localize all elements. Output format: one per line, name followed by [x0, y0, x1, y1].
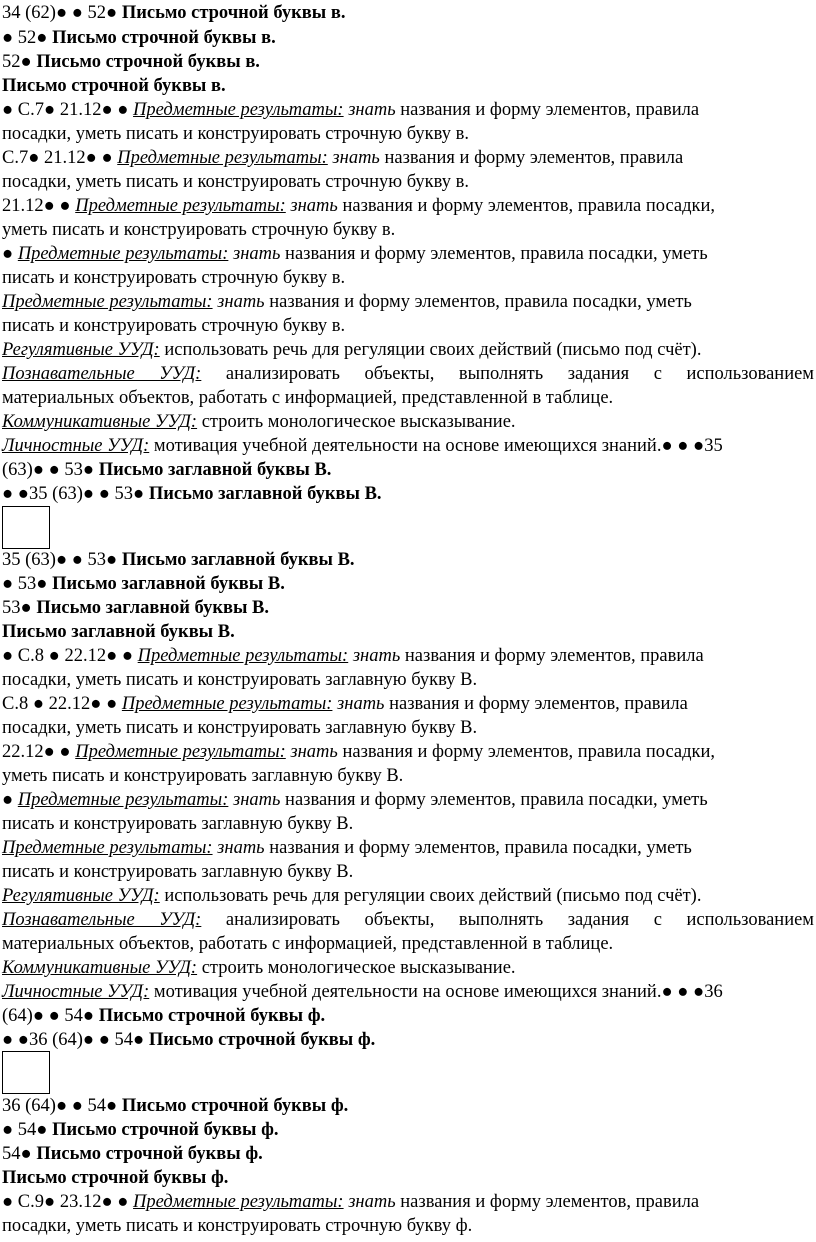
lesson-title: Письмо строчной буквы в. — [52, 28, 276, 48]
line-text: писать и конструировать заглавную букву В. — [2, 862, 354, 882]
text-line — [2, 362, 814, 386]
line-text: посадки, уметь писать и конструировать строчную букву в. — [2, 124, 469, 144]
text-line — [2, 692, 814, 716]
emphasis: знать — [212, 292, 265, 312]
text-line — [2, 170, 814, 194]
text-line — [2, 122, 814, 146]
line-text: мотивация учебной деятельности на основе имеющихся знаний.● ● ●36 — [149, 982, 723, 1002]
text-line — [2, 434, 814, 458]
line-prefix: 35 (63)● ● 53● — [2, 550, 122, 570]
lesson-title: Письмо заглавной буквы В. — [36, 598, 270, 618]
emphasis: знать — [343, 100, 396, 120]
line-text: названия и форму элементов, правила посадки, уметь — [280, 790, 708, 810]
line-prefix: 54● — [2, 1144, 37, 1164]
line-text: писать и конструировать заглавную букву В. — [2, 814, 354, 834]
section-label: Предметные результаты: — [121, 694, 333, 714]
section-label: Регулятивные УУД: — [2, 340, 160, 360]
text-line — [2, 884, 814, 908]
line-text: уметь писать и конструировать заглавную букву В. — [2, 766, 404, 786]
emphasis: знать — [332, 694, 385, 714]
line-prefix: ● 52● — [2, 28, 53, 48]
section-label: Коммуникативные УУД: — [2, 958, 198, 978]
section-label: Коммуникативные УУД: — [2, 412, 198, 432]
text-line — [2, 458, 814, 482]
text-line — [2, 50, 814, 74]
line-text: использовать речь для регуляции своих действий (письмо под счёт). — [159, 340, 702, 360]
text-line — [2, 218, 814, 242]
text-line — [2, 1094, 814, 1118]
text-line — [2, 1028, 814, 1052]
line-text: материальных объектов, работать с информацией, представленной в таблице. — [2, 388, 614, 408]
line-text: строить монологическое высказывание. — [197, 412, 516, 432]
lesson-title: Письмо заглавной буквы В. — [148, 484, 382, 504]
line-prefix: С.8 ● 22.12● ● — [2, 694, 122, 714]
text-line — [2, 1166, 814, 1190]
line-text: использовать речь для регуляции своих действий (письмо под счёт). — [159, 886, 702, 906]
lesson-title: Письмо строчной буквы ф. — [148, 1030, 376, 1050]
text-line — [2, 26, 814, 50]
lesson-title: Письмо заглавной буквы В. — [121, 550, 355, 570]
lesson-title: Письмо строчной буквы ф. — [2, 1168, 229, 1188]
lesson-title: Письмо заглавной буквы В. — [52, 574, 285, 594]
section-label: Предметные результаты: — [137, 646, 349, 666]
section-label: Познавательные УУД: — [2, 364, 202, 384]
line-prefix: ● С.7● 21.12● ● — [2, 100, 134, 120]
line-prefix: 22.12● ● — [2, 742, 76, 762]
emphasis: знать — [212, 838, 265, 858]
text-line — [2, 1, 814, 25]
line-text: материальных объектов, работать с информацией, представленной в таблице. — [2, 934, 614, 954]
section-label: Предметные результаты: — [17, 790, 229, 810]
text-line — [2, 410, 814, 434]
lesson-title: Письмо заглавной буквы В. — [98, 460, 332, 480]
section-label: Предметные результаты: — [133, 100, 344, 120]
lesson-title: Письмо строчной буквы в. — [36, 52, 260, 72]
line-text: уметь писать и конструировать строчную букву в. — [2, 220, 396, 240]
text-line — [2, 482, 814, 506]
line-prefix: (63)● ● 53● — [2, 460, 99, 480]
empty-table-cell — [2, 1051, 50, 1094]
line-prefix: 36 (64)● ● 54● — [2, 1096, 122, 1116]
empty-table-cell — [2, 506, 50, 549]
section-label: Личностные УУД: — [2, 982, 150, 1002]
section-label: Предметные результаты: — [2, 292, 213, 312]
line-prefix: ● С.9● 23.12● ● — [2, 1192, 134, 1212]
line-text: названия и форму элементов, правила — [395, 1192, 700, 1212]
line-text: анализировать объекты, выполнять задания с использованием — [201, 910, 815, 930]
text-line — [2, 386, 814, 410]
lesson-title: Письмо строчной буквы в. — [121, 3, 346, 23]
text-line — [2, 980, 814, 1004]
line-text: посадки, уметь писать и конструировать заглавную букву В. — [2, 670, 478, 690]
section-label: Познавательные УУД: — [2, 910, 202, 930]
section-label: Предметные результаты: — [133, 1192, 344, 1212]
line-text: названия и форму элементов, правила посадки, уметь — [264, 838, 692, 858]
line-text: названия и форму элементов, правила посадки, уметь — [264, 292, 692, 312]
line-text: мотивация учебной деятельности на основе имеющихся знаний.● ● ●35 — [149, 436, 723, 456]
emphasis: знать — [348, 646, 401, 666]
line-prefix: С.7● 21.12● ● — [2, 148, 118, 168]
text-line — [2, 266, 814, 290]
text-line — [2, 572, 814, 596]
line-text: посадки, уметь писать и конструировать строчную букву ф. — [2, 1216, 473, 1236]
line-prefix: (64)● ● 54● — [2, 1006, 99, 1026]
text-line — [2, 596, 814, 620]
text-line — [2, 740, 814, 764]
line-prefix: 34 (62)● ● 52● — [2, 3, 122, 23]
line-prefix: 21.12● ● — [2, 196, 76, 216]
text-line — [2, 290, 814, 314]
text-line — [2, 146, 814, 170]
line-text: названия и форму элементов, правила посадки, — [337, 196, 716, 216]
text-line — [2, 98, 814, 122]
text-line — [2, 812, 814, 836]
section-label: Предметные результаты: — [75, 742, 286, 762]
text-line — [2, 74, 814, 98]
text-line — [2, 644, 814, 668]
text-line — [2, 548, 814, 572]
lesson-title: Письмо заглавной буквы В. — [2, 622, 235, 642]
lesson-title: Письмо строчной буквы ф. — [98, 1006, 326, 1026]
text-line — [2, 1142, 814, 1166]
line-text: названия и форму элементов, правила посадки, — [337, 742, 716, 762]
text-line — [2, 620, 814, 644]
text-line — [2, 788, 814, 812]
section-label: Предметные результаты: — [17, 244, 229, 264]
section-label: Предметные результаты: — [117, 148, 328, 168]
text-line — [2, 242, 814, 266]
text-line — [2, 764, 814, 788]
line-prefix: ● 54● — [2, 1120, 53, 1140]
text-line — [2, 1118, 814, 1142]
line-prefix: ● ●35 (63)● ● 53● — [2, 484, 149, 504]
text-line — [2, 668, 814, 692]
text-line — [2, 716, 814, 740]
section-label: Предметные результаты: — [75, 196, 286, 216]
lesson-title: Письмо строчной буквы ф. — [52, 1120, 279, 1140]
text-line — [2, 836, 814, 860]
line-text: посадки, уметь писать и конструировать строчную букву в. — [2, 172, 469, 192]
line-text: названия и форму элементов, правила — [379, 148, 684, 168]
text-line — [2, 860, 814, 884]
line-text: посадки, уметь писать и конструировать заглавную букву В. — [2, 718, 478, 738]
text-line — [2, 956, 814, 980]
emphasis: знать — [285, 196, 338, 216]
line-text: писать и конструировать строчную букву в. — [2, 268, 346, 288]
emphasis: знать — [327, 148, 380, 168]
line-prefix: ● С.8 ● 22.12● ● — [2, 646, 138, 666]
line-text: строить монологическое высказывание. — [197, 958, 516, 978]
line-prefix: ● ●36 (64)● ● 54● — [2, 1030, 149, 1050]
line-text: названия и форму элементов, правила — [400, 646, 704, 666]
line-prefix: ● — [2, 790, 18, 810]
lesson-title: Письмо строчной буквы в. — [2, 76, 226, 96]
text-line — [2, 338, 814, 362]
text-line — [2, 314, 814, 338]
line-prefix: ● — [2, 244, 18, 264]
lesson-title: Письмо строчной буквы ф. — [121, 1096, 349, 1116]
emphasis: знать — [228, 790, 281, 810]
emphasis: знать — [228, 244, 281, 264]
line-text: названия и форму элементов, правила посадки, уметь — [280, 244, 708, 264]
lesson-title: Письмо строчной буквы ф. — [36, 1144, 263, 1164]
line-prefix: ● 53● — [2, 574, 53, 594]
text-line — [2, 1004, 814, 1028]
emphasis: знать — [285, 742, 338, 762]
section-label: Предметные результаты: — [2, 838, 213, 858]
line-prefix: 53● — [2, 598, 37, 618]
text-line — [2, 1214, 814, 1238]
section-label: Личностные УУД: — [2, 436, 150, 456]
text-line — [2, 932, 814, 956]
text-line — [2, 1190, 814, 1214]
text-line — [2, 194, 814, 218]
line-text: названия и форму элементов, правила — [395, 100, 700, 120]
section-label: Регулятивные УУД: — [2, 886, 160, 906]
line-text: писать и конструировать строчную букву в. — [2, 316, 346, 336]
text-line — [2, 908, 814, 932]
line-text: анализировать объекты, выполнять задания с использованием — [201, 364, 815, 384]
line-text: названия и форму элементов, правила — [384, 694, 688, 714]
emphasis: знать — [343, 1192, 396, 1212]
line-prefix: 52● — [2, 52, 37, 72]
